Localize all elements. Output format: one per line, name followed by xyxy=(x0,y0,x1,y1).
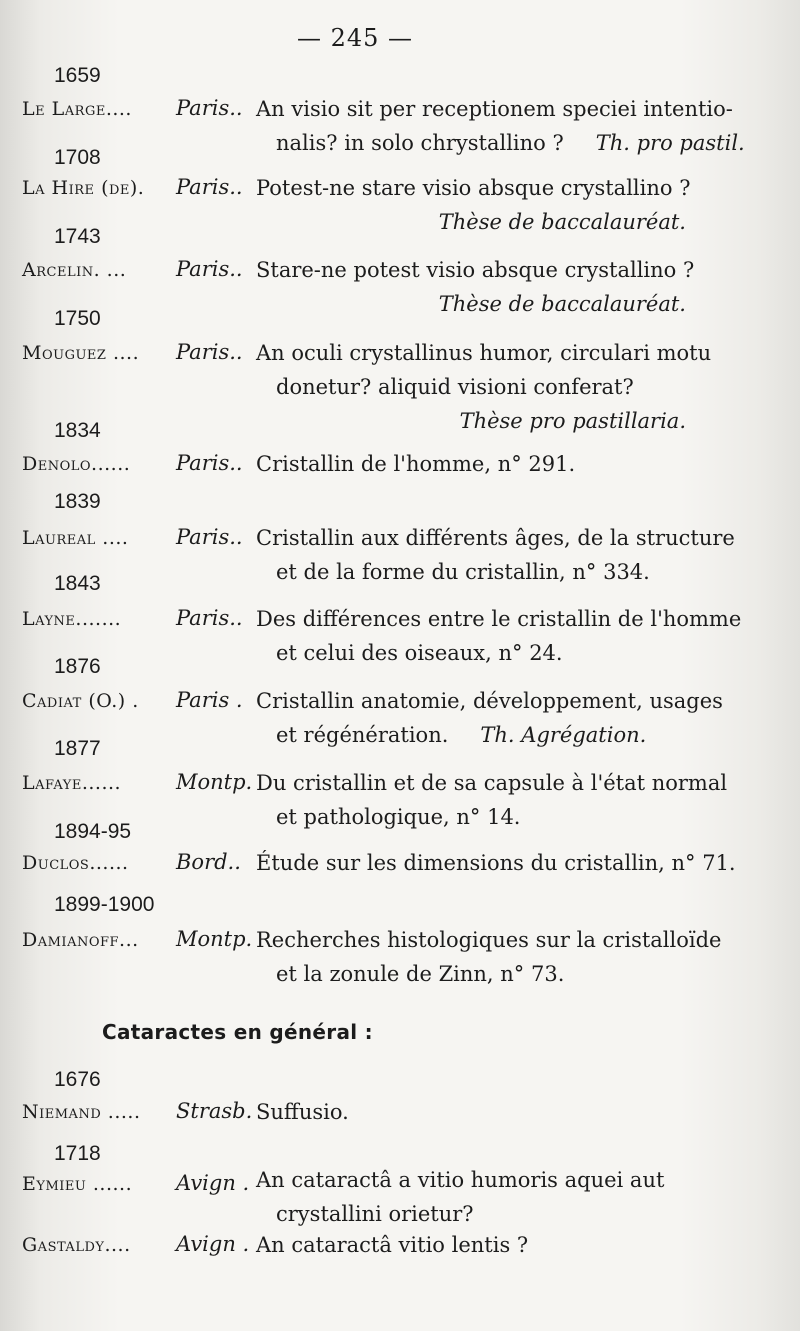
entry-author: Duclos...... xyxy=(22,852,129,874)
entry-place: Paris.. xyxy=(176,525,243,549)
entry-thesis-note: Thèse de baccalauréat. xyxy=(438,292,686,316)
entry-year: 1843 xyxy=(54,572,101,595)
entry-title xyxy=(256,602,742,670)
entry-year: 1743 xyxy=(54,225,101,248)
entry-year: 1708 xyxy=(54,146,101,169)
entry-title-line: An cataractâ vitio lentis ? xyxy=(256,1233,529,1257)
entry-year: 1877 xyxy=(54,737,101,760)
entry-title-line: Du cristallin et de sa capsule à l'état normal xyxy=(256,771,728,795)
entry-place: Montp. xyxy=(176,770,253,794)
entry-title-text: et régénération. xyxy=(276,723,449,747)
entry-author: Cadiat (O.) . xyxy=(22,690,139,712)
entry-author: La Hire (de). xyxy=(22,177,145,199)
entry-title xyxy=(256,171,691,239)
entry-title-line: An oculi crystallinus humor, circulari motu xyxy=(256,341,712,365)
entry-author: Lafaye...... xyxy=(22,772,122,794)
entry-title xyxy=(256,521,735,589)
entry-author: Damianoff... xyxy=(22,929,139,951)
section-heading: Cataractes en général : xyxy=(102,1020,373,1044)
entry-place: Paris.. xyxy=(176,257,243,281)
entry-title-line: Recherches histologiques sur la cristalloïde xyxy=(256,928,722,952)
entry-author: Eymieu ...... xyxy=(22,1173,133,1195)
entry-year: 1659 xyxy=(54,64,101,87)
entry-title-line: et de la forme du cristallin, n° 334. xyxy=(276,560,650,584)
entry-title xyxy=(256,336,712,438)
entry-author: Le Large.... xyxy=(22,98,132,120)
entry-title-line: Stare-ne potest visio absque crystallino ? xyxy=(256,258,695,282)
entry-thesis-note: Thèse pro pastillaria. xyxy=(459,409,686,433)
entry-title-line: An visio sit per receptionem speciei intentio- xyxy=(256,97,733,121)
entry-title-line: Des différences entre le cristallin de l'homme xyxy=(256,607,742,631)
entry-thesis-ref: Th. pro pastil. xyxy=(595,131,745,155)
entry-author: Layne....... xyxy=(22,608,122,630)
entry-author: Denolo...... xyxy=(22,453,131,475)
entry-title xyxy=(256,1163,686,1231)
entry-place: Strasb. xyxy=(176,1099,253,1123)
entry-year: 1834 xyxy=(54,419,101,442)
entry-thesis-note: Thèse de baccalauréat. xyxy=(438,210,686,234)
entry-place: Paris.. xyxy=(176,175,243,199)
entry-author: Arcelin. ... xyxy=(22,259,127,281)
entry-year: 1839 xyxy=(54,490,101,513)
entry-title-line: Cristallin anatomie, développement, usages xyxy=(256,689,723,713)
entry-title xyxy=(256,1095,686,1129)
entry-year: 1876 xyxy=(54,655,101,678)
entry-title xyxy=(256,684,723,752)
entry-title xyxy=(256,1228,686,1262)
entry-title xyxy=(256,846,736,880)
page-number: — 245 — xyxy=(296,24,414,52)
entry-title-line: Suffusio. xyxy=(256,1100,349,1124)
entry-title-line: Cristallin aux différents âges, de la structure xyxy=(256,526,735,550)
entry-author: Gastaldy.... xyxy=(22,1234,131,1256)
entry-title-line: et pathologique, n° 14. xyxy=(276,805,521,829)
entry-year: 1718 xyxy=(54,1142,101,1165)
entry-year: 1899-1900 xyxy=(54,893,155,916)
entry-title xyxy=(256,92,745,160)
entry-title-line: et la zonule de Zinn, n° 73. xyxy=(276,962,565,986)
entry-author: Mouguez .... xyxy=(22,342,140,364)
entry-place: Montp. xyxy=(176,927,253,951)
entry-title-line xyxy=(256,718,686,752)
entry-title-line: crystallini orietur? xyxy=(276,1202,474,1226)
entry-title-line: An cataractâ a vitio humoris aquei aut xyxy=(256,1168,665,1192)
entry-title-line xyxy=(256,126,745,160)
entry-place: Paris.. xyxy=(176,96,243,120)
entry-place: Paris.. xyxy=(176,340,243,364)
entry-place: Avign . xyxy=(176,1171,250,1195)
entry-title-line: Potest-ne stare visio absque crystallino ? xyxy=(256,176,691,200)
entry-year: 1894-95 xyxy=(54,820,132,843)
entry-title-text: nalis? in solo chrystallino ? xyxy=(276,131,564,155)
entry-title xyxy=(256,766,728,834)
entry-place: Paris.. xyxy=(176,606,243,630)
entry-thesis-ref: Th. Agrégation. xyxy=(480,723,647,747)
entry-title-line: donetur? aliquid visioni conferat? xyxy=(276,375,634,399)
entry-year: 1750 xyxy=(54,307,101,330)
entry-author: Niemand ..... xyxy=(22,1101,141,1123)
entry-place: Bord.. xyxy=(176,850,241,874)
entry-title-line: Cristallin de l'homme, n° 291. xyxy=(256,452,576,476)
entry-place: Paris.. xyxy=(176,451,243,475)
entry-place: Paris . xyxy=(176,688,243,712)
entry-title xyxy=(256,253,695,321)
entry-title-line: et celui des oiseaux, n° 24. xyxy=(276,641,563,665)
entry-title-line: Étude sur les dimensions du cristallin, n° 71. xyxy=(256,851,736,875)
entry-title xyxy=(256,447,686,481)
entry-author: Laureal .... xyxy=(22,527,129,549)
entry-place: Avign . xyxy=(176,1232,250,1256)
entry-title xyxy=(256,923,722,991)
entry-year: 1676 xyxy=(54,1068,101,1091)
